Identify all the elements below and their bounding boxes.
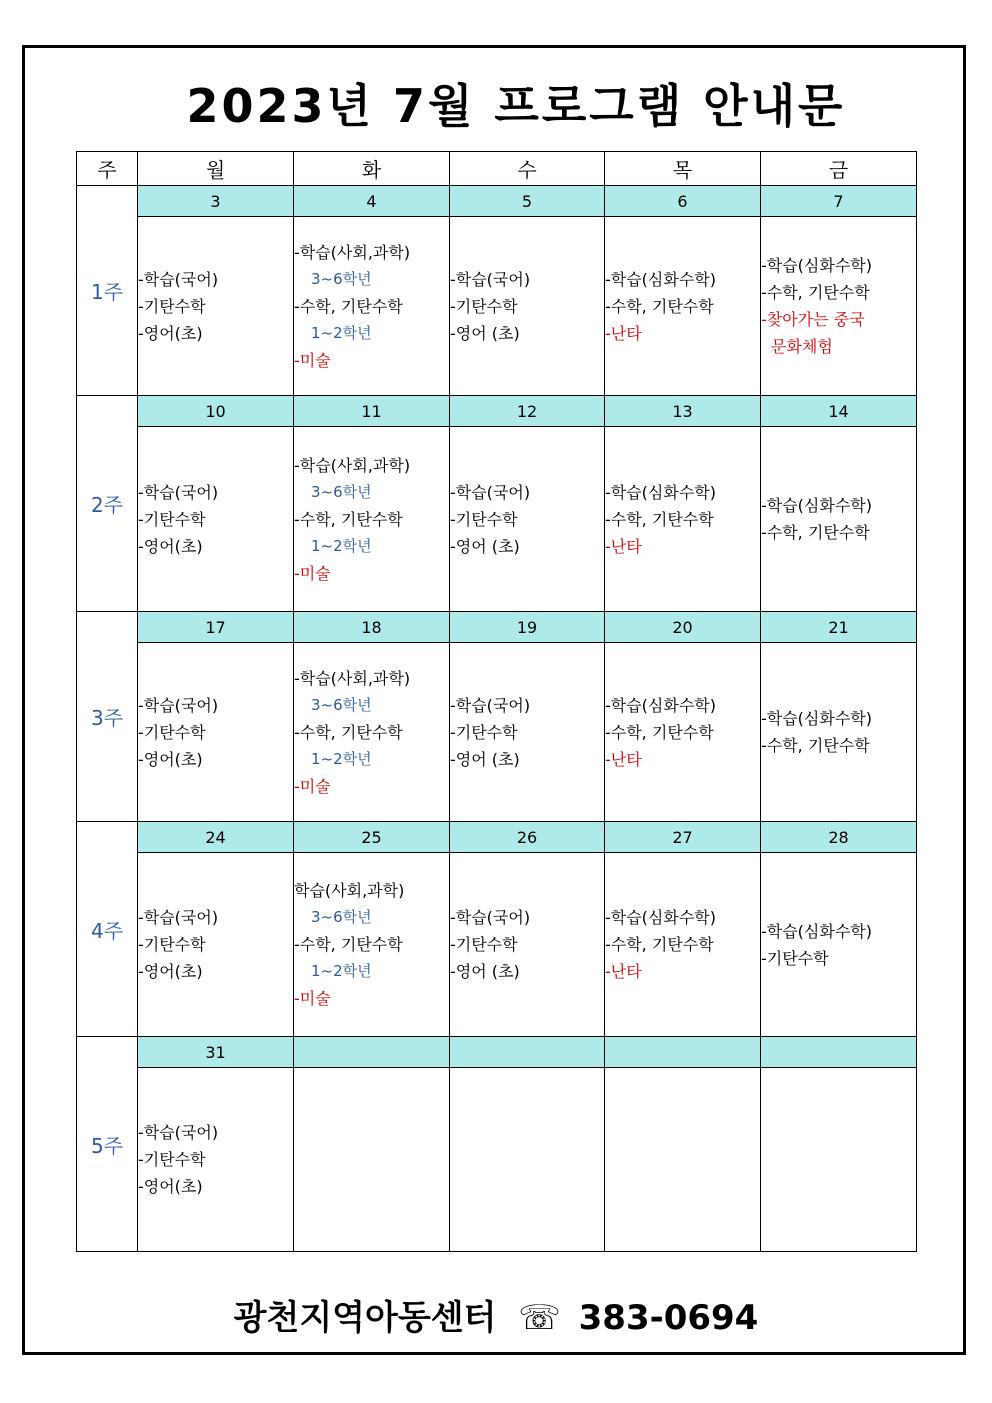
date-cell: 31 xyxy=(138,1037,294,1068)
content-row xyxy=(77,643,917,822)
program-line: -영어 (초) xyxy=(450,749,520,769)
program-line: -학습(사회,과학) xyxy=(294,455,411,475)
date-cell: 20 xyxy=(605,612,761,643)
program-line: -영어 (초) xyxy=(450,323,520,343)
date-cell: 18 xyxy=(294,612,450,643)
schedule-table xyxy=(76,151,917,1252)
program-line: -학습(국어) xyxy=(450,695,531,715)
week-label: 3주 xyxy=(77,612,138,822)
program-line: -미술 xyxy=(294,563,331,583)
program-line: -학습(심화수학) xyxy=(605,269,716,289)
program-line: -수학, 기탄수학 xyxy=(294,935,403,954)
header-wed: 수 xyxy=(450,152,605,186)
program-line: -난타 xyxy=(605,749,642,769)
date-cell: 19 xyxy=(450,612,605,643)
header-fri: 금 xyxy=(761,152,917,186)
program-line: -학습(국어) xyxy=(450,482,531,502)
day-cell xyxy=(450,643,605,822)
date-cell: 27 xyxy=(605,822,761,853)
program-line: -학습(국어) xyxy=(450,908,531,927)
program-line: 1~2학년 xyxy=(311,536,372,555)
date-cell: 14 xyxy=(761,396,917,427)
header-row xyxy=(77,152,917,186)
program-line: -미술 xyxy=(294,989,331,1008)
program-line: -기탄수학 xyxy=(138,296,206,316)
day-cell xyxy=(294,217,450,396)
program-line: -수학, 기탄수학 xyxy=(294,509,403,529)
phone-icon: ☏ xyxy=(518,1298,561,1338)
day-cell xyxy=(294,853,450,1037)
program-line: -영어(초) xyxy=(138,536,203,556)
program-line: -기탄수학 xyxy=(450,935,518,954)
day-cell xyxy=(605,643,761,822)
program-line: -기탄수학 xyxy=(450,722,518,742)
program-line: -학습(국어) xyxy=(450,269,531,289)
day-cell xyxy=(761,1068,917,1252)
program-line: -학습(심화수학) xyxy=(605,482,716,502)
program-line: -학습(국어) xyxy=(138,908,219,927)
program-line: -기탄수학 xyxy=(138,1150,206,1169)
day-cell xyxy=(138,853,294,1037)
week-label: 1주 xyxy=(77,186,138,396)
header-week: 주 xyxy=(77,152,138,186)
day-cell xyxy=(138,1068,294,1252)
date-cell: 11 xyxy=(294,396,450,427)
program-line: -난타 xyxy=(605,536,642,556)
program-line: -수학, 기탄수학 xyxy=(605,509,714,529)
date-cell: 4 xyxy=(294,186,450,217)
program-line: -영어 (초) xyxy=(450,962,520,981)
date-cell: 7 xyxy=(761,186,917,217)
date-row xyxy=(77,612,917,643)
program-line: -수학, 기탄수학 xyxy=(605,296,714,316)
date-row xyxy=(77,1037,917,1068)
week-label: 5주 xyxy=(77,1037,138,1252)
day-cell xyxy=(294,427,450,612)
footer xyxy=(0,1290,992,1339)
program-line: -학습(심화수학) xyxy=(761,921,872,941)
program-line: -미술 xyxy=(294,350,331,370)
date-cell: 21 xyxy=(761,612,917,643)
program-line: -난타 xyxy=(605,962,642,981)
program-line: -수학, 기탄수학 xyxy=(294,722,403,742)
day-cell xyxy=(761,853,917,1037)
day-cell xyxy=(294,1068,450,1252)
program-line: -기탄수학 xyxy=(138,509,206,529)
center-name: 광천지역아동센터 xyxy=(233,1298,497,1338)
date-cell: 26 xyxy=(450,822,605,853)
program-line: -학습(사회,과학) xyxy=(294,668,411,688)
program-line: -학습(심화수학) xyxy=(761,496,872,515)
program-line: -찾아가는 중국 xyxy=(761,310,865,329)
program-line: -학습(심화수학) xyxy=(761,256,872,275)
program-line: 3~6학년 xyxy=(311,908,372,926)
program-line: 1~2학년 xyxy=(311,323,372,342)
day-cell xyxy=(138,217,294,396)
program-line: -학습(심화수학) xyxy=(605,695,716,715)
date-cell: 3 xyxy=(138,186,294,217)
program-line: -수학, 기탄수학 xyxy=(605,935,714,954)
date-cell xyxy=(294,1037,450,1068)
day-cell xyxy=(450,217,605,396)
program-line: -학습(심화수학) xyxy=(761,709,872,728)
program-line: -기탄수학 xyxy=(761,948,829,968)
page-title: 2023년 7월 프로그램 안내문 xyxy=(186,79,846,133)
day-cell xyxy=(450,853,605,1037)
program-line: 3~6학년 xyxy=(311,695,372,714)
day-cell xyxy=(138,427,294,612)
day-cell xyxy=(761,217,917,396)
date-cell xyxy=(761,1037,917,1068)
date-cell: 28 xyxy=(761,822,917,853)
date-cell: 17 xyxy=(138,612,294,643)
day-cell xyxy=(605,427,761,612)
program-line: -난타 xyxy=(605,323,642,343)
program-line: -학습(국어) xyxy=(138,269,219,289)
day-cell xyxy=(605,1068,761,1252)
date-row xyxy=(77,822,917,853)
program-line: -영어(초) xyxy=(138,323,203,343)
date-cell: 13 xyxy=(605,396,761,427)
header-mon: 월 xyxy=(138,152,294,186)
day-cell xyxy=(138,643,294,822)
program-line: -기탄수학 xyxy=(450,509,518,529)
content-row xyxy=(77,853,917,1037)
week-label: 2주 xyxy=(77,396,138,612)
program-line: -수학, 기탄수학 xyxy=(605,722,714,742)
day-cell xyxy=(605,217,761,396)
date-cell xyxy=(605,1037,761,1068)
date-row xyxy=(77,396,917,427)
date-cell: 10 xyxy=(138,396,294,427)
program-line: -수학, 기탄수학 xyxy=(294,296,403,316)
program-line: -학습(사회,과학) xyxy=(294,242,411,262)
day-cell xyxy=(450,427,605,612)
date-cell xyxy=(450,1037,605,1068)
content-row xyxy=(77,1068,917,1252)
program-line: -영어(초) xyxy=(138,1177,203,1196)
date-cell: 24 xyxy=(138,822,294,853)
program-line: -미술 xyxy=(294,776,331,796)
program-line: -학습(국어) xyxy=(138,1123,219,1142)
program-line: -학습(국어) xyxy=(138,482,219,502)
program-line: -영어 (초) xyxy=(450,536,520,556)
content-row xyxy=(77,217,917,396)
program-line: -수학, 기탄수학 xyxy=(761,283,870,302)
program-line: -기탄수학 xyxy=(138,935,206,954)
program-line: -수학, 기탄수학 xyxy=(761,523,870,542)
program-line: -수학, 기탄수학 xyxy=(761,736,870,755)
header-tue: 화 xyxy=(294,152,450,186)
day-cell xyxy=(294,643,450,822)
day-cell xyxy=(761,643,917,822)
program-line: 3~6학년 xyxy=(311,269,372,288)
date-cell: 25 xyxy=(294,822,450,853)
header-thu: 목 xyxy=(605,152,761,186)
program-line: -영어(초) xyxy=(138,962,203,981)
day-cell xyxy=(450,1068,605,1252)
program-line: 1~2학년 xyxy=(311,749,372,768)
program-line: 1~2학년 xyxy=(311,962,372,980)
day-cell xyxy=(761,427,917,612)
phone-number: 383-0694 xyxy=(578,1298,759,1338)
date-row xyxy=(77,186,917,217)
program-line: -학습(심화수학) xyxy=(605,908,716,927)
content-row xyxy=(77,427,917,612)
date-cell: 5 xyxy=(450,186,605,217)
date-cell: 6 xyxy=(605,186,761,217)
week-label: 4주 xyxy=(77,822,138,1037)
program-line: -영어(초) xyxy=(138,749,203,769)
day-cell xyxy=(605,853,761,1037)
program-line: -학습(국어) xyxy=(138,695,219,715)
program-line: -기탄수학 xyxy=(450,296,518,316)
date-cell: 12 xyxy=(450,396,605,427)
program-line: 문화체험 xyxy=(771,337,833,356)
program-line: 3~6학년 xyxy=(311,482,372,501)
program-line: -기탄수학 xyxy=(138,722,206,742)
program-line: 학습(사회,과학) xyxy=(294,881,405,900)
